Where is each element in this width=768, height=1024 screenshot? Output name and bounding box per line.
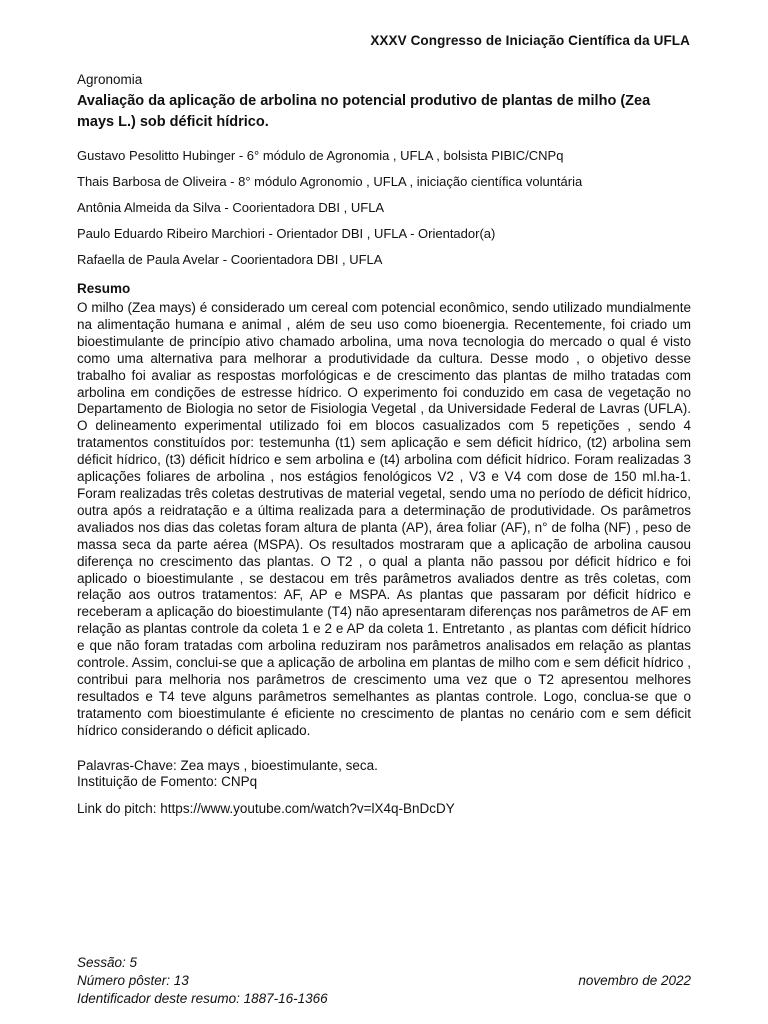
author-entry: Thais Barbosa de Oliveira - 8° módulo Agronomio , UFLA , iniciação científica voluntária	[77, 174, 583, 189]
resumo-heading: Resumo	[77, 281, 131, 296]
resumo-text: O milho (Zea mays) é considerado um cereal com potencial econômico, sendo utilizado mundialmente na alimentação humana e animal , além de seu uso como bioenergia. Recentemente, foi criado um bioestimulante de princípio ativo chamado arbolina, uma nova tecnologia do mercado o qual é visto como uma alternativa para melhorar a produtividade da cultura. Desse modo , o objetivo desse trabalho foi avaliar as respostas morfológicas e de crescimento das plantas de milho tratadas com arbolina em condições de estresse hídrico. O experimento foi conduzido em casa de vegetação no Departamento de Biologia no setor de Fisiologia Vegetal , da Universidade Federal de Lavras (UFLA). O delineamento experimental utilizado foi em blocos casualizados com 5 repetições , sendo 4 tratamentos constituídos por: testemunha (t1) sem aplicação e sem déficit hídrico, (t2) arbolina sem déficit hídrico, (t3) déficit hídrico e sem arbolina e (t4) arbolina com déficit hídrico. Foram realizadas 3 aplicações foliares de arbolina , nos estágios fenológicos V2 , V3 e V4 com dose de 150 ml.ha-1. Foram realizadas três coletas destrutivas de material vegetal, sendo uma no período de déficit hídrico, outra após a reidratação e a última realizada para a determinação de produtividade. Os parâmetros avaliados nos dias das coletas foram altura de planta (AP), área foliar (AF), n° de folha (NF) , peso de massa seca da parte aérea (MSPA). Os resultados mostraram que a aplicação de arbolina causou diferença no crescimento das plantas. O T2 , o qual a planta não passou por déficit hídrico e foi aplicado o bioestimulante , se destacou em três parâmetros avaliados dentre as três coletas, com relação aos outros tratamentos: AF, AP e MSPA. As plantas que passaram por déficit hídrico e receberam a aplicação do bioestimulante (T4) não apresentaram diferenças nos parâmetros de AF em relação as plantas controle da coleta 1 e 2 e AP da coleta 1. Entretanto , as plantas com déficit hídrico e que não foram tratadas com arbolina reduziram nos parâmetros analisados em relação as plantas controle. Assim, conclui-se que a aplicação de arbolina em plantas de milho com e sem déficit hídrico , contribui para melhoria nos parâmetros de crescimento uma vez que o T2 apresentou melhores resultados e T4 teve alguns parâmetros semelhantes as plantas controle. Logo, conclua-se que o tratamento com bioestimulante é eficiente no crescimento de plantas no cenário com e sem déficit hídrico considerando o déficit aplicado.	[77, 300, 691, 738]
congress-header: XXXV Congresso de Iniciação Científica da UFLA	[370, 33, 690, 48]
paper-title: Avaliação da aplicação de arbolina no potencial produtivo de plantas de milho (Zea mays L.) sob déficit hídrico.	[77, 93, 651, 130]
research-area: Agronomia	[77, 72, 143, 87]
metadata-block	[77, 758, 691, 819]
author-list	[77, 143, 691, 273]
poster-number: Número pôster: 13	[77, 973, 189, 988]
footer	[77, 954, 691, 1008]
abstract-identifier: Identificador deste resumo: 1887-16-1366	[77, 991, 328, 1006]
session-number: Sessão: 5	[77, 955, 138, 970]
pitch-link[interactable]: Link do pitch: https://www.youtube.com/watch?v=lX4q-BnDcDY	[77, 801, 455, 817]
funding-institution: Instituição de Fomento: CNPq	[77, 774, 258, 790]
author-entry: Paulo Eduardo Ribeiro Marchiori - Orientador DBI , UFLA - Orientador(a)	[77, 226, 496, 241]
event-date: novembro de 2022	[578, 973, 691, 988]
author-entry: Gustavo Pesolitto Hubinger - 6° módulo de Agronomia , UFLA , bolsista PIBIC/CNPq	[77, 148, 564, 163]
author-entry: Rafaella de Paula Avelar - Coorientadora DBI , UFLA	[77, 252, 383, 267]
keywords: Palavras-Chave: Zea mays , bioestimulante, seca.	[77, 757, 378, 773]
author-entry: Antônia Almeida da Silva - Coorientadora DBI , UFLA	[77, 200, 385, 215]
abstract-document	[77, 72, 691, 818]
